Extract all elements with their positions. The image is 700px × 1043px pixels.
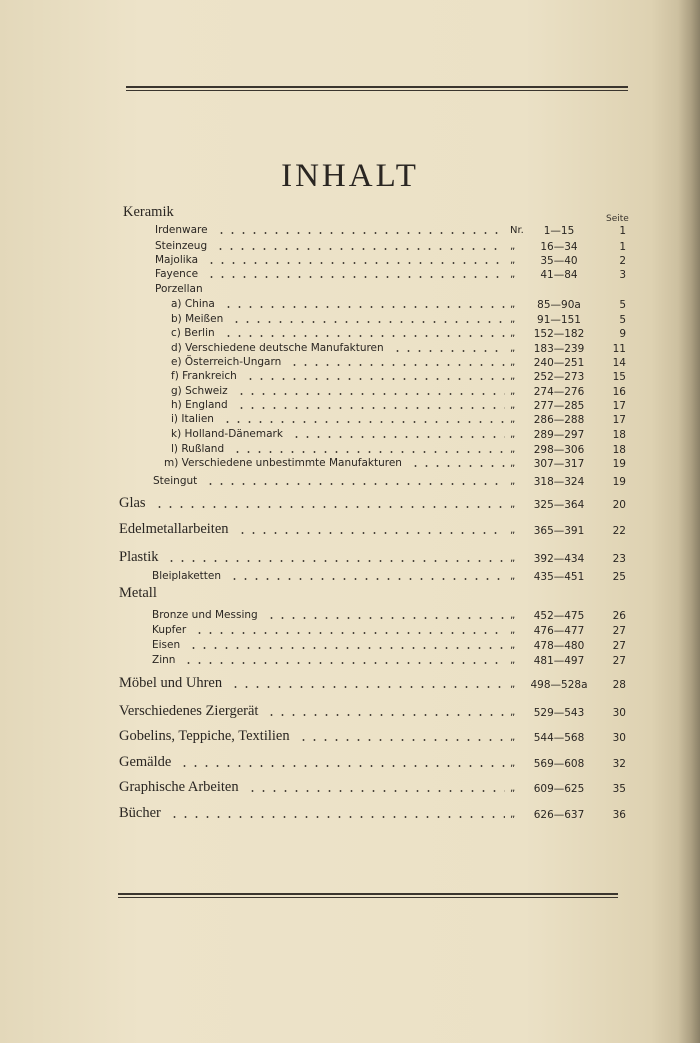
toc-entry-page: 2: [619, 255, 626, 267]
toc-entry-numbers: 277—285: [533, 400, 585, 412]
toc-entry: [0, 475, 700, 489]
toc-entry-page: 27: [612, 640, 626, 652]
toc-entry-marker: „: [510, 269, 516, 280]
bottom-double-rule: [118, 893, 618, 898]
toc-entry-page: 36: [612, 809, 626, 821]
toc-entry-label: Zinn: [152, 654, 176, 666]
leader-dots: [298, 739, 505, 741]
toc-entry-label: Porzellan: [155, 283, 203, 295]
leader-dots: [169, 816, 505, 818]
toc-entry-marker: „: [510, 625, 516, 636]
toc-entry-label: Steinzeug: [155, 240, 208, 252]
leader-dots: [289, 364, 505, 366]
toc-entry-label: Möbel und Uhren: [119, 675, 223, 691]
toc-entry-page: 15: [612, 371, 626, 383]
toc-entry-marker: Nr.: [510, 225, 524, 236]
toc-entry-label: k) Holland-Dänemark: [171, 428, 283, 440]
toc-entry-numbers: 481—497: [533, 655, 585, 667]
toc-entry-numbers: 183—239: [533, 343, 585, 355]
toc-entry-label: Steingut: [153, 475, 198, 487]
toc-entry: [0, 268, 700, 282]
toc-entry: [0, 521, 700, 539]
toc-entry: [0, 399, 700, 413]
toc-entry-numbers: 252—273: [533, 371, 585, 383]
toc-entry: [0, 779, 700, 797]
toc-entry-label: Eisen: [152, 639, 181, 651]
toc-entry-label: l) Rußland: [171, 443, 225, 455]
toc-entry-marker: „: [510, 458, 516, 469]
toc-entry: [0, 240, 700, 254]
toc-entry-label: m) Verschiedene unbestimmte Manufakturen: [164, 457, 402, 469]
leader-dots: [230, 686, 505, 688]
toc-entry: [0, 283, 700, 297]
toc-entry-marker: „: [510, 357, 516, 368]
toc-entry-label: Plastik: [119, 549, 159, 565]
toc-entry: [0, 457, 700, 471]
toc-entry-numbers: 498—528a: [530, 679, 588, 691]
leader-dots: [179, 765, 505, 767]
toc-entry-label: Bücher: [119, 805, 161, 821]
leader-dots: [154, 506, 505, 508]
toc-entry-label: Verschiedenes Ziergerät: [119, 703, 259, 719]
toc-entry-page: 30: [612, 707, 626, 719]
toc-entry-label: g) Schweiz: [171, 385, 228, 397]
toc-entry-marker: „: [510, 444, 516, 455]
toc-entry: [0, 675, 700, 693]
toc-entry-page: 35: [612, 783, 626, 795]
toc-entry-page: 23: [612, 553, 626, 565]
toc-entry-label: Bronze und Messing: [152, 609, 258, 621]
toc-entry-page: 25: [612, 571, 626, 583]
toc-entry-numbers: 478—480: [533, 640, 585, 652]
toc-entry: [0, 654, 700, 668]
leader-dots: [245, 378, 505, 380]
toc-entry: [0, 413, 700, 427]
leader-dots: [166, 560, 505, 562]
toc-entry-marker: „: [510, 499, 516, 510]
toc-entry-page: 22: [612, 525, 626, 537]
toc-entry: [0, 204, 700, 222]
toc-entry-label: Graphische Arbeiten: [119, 779, 239, 795]
toc-entry-numbers: 318—324: [533, 476, 585, 488]
toc-entry-numbers: 240—251: [533, 357, 585, 369]
leader-dots: [206, 262, 505, 264]
toc-entry: [0, 585, 700, 603]
leader-dots: [183, 662, 505, 664]
toc-entry-marker: „: [510, 371, 516, 382]
toc-entry-label: i) Italien: [171, 413, 214, 425]
leader-dots: [410, 465, 505, 467]
leader-dots: [266, 714, 505, 716]
leader-dots: [215, 248, 505, 250]
toc-entry-page: 32: [612, 758, 626, 770]
toc-entry-label: h) England: [171, 399, 228, 411]
toc-entry-numbers: 325—364: [533, 499, 585, 511]
toc-entry-page: 26: [612, 610, 626, 622]
toc-entry-numbers: 1—15: [543, 225, 575, 237]
leader-dots: [232, 451, 505, 453]
toc-entry: [0, 254, 700, 268]
toc-entry: [0, 624, 700, 638]
toc-entry-page: 1: [619, 241, 626, 253]
toc-entry: [0, 342, 700, 356]
toc-entry-marker: „: [510, 610, 516, 621]
toc-entry-page: 18: [612, 429, 626, 441]
toc-entry-marker: „: [510, 299, 516, 310]
toc-entry: [0, 728, 700, 746]
toc-entry-page: 27: [612, 625, 626, 637]
toc-entry-marker: „: [510, 525, 516, 536]
toc-entry-numbers: 569—608: [533, 758, 585, 770]
leader-dots: [237, 532, 505, 534]
toc-entry-label: Gobelins, Teppiche, Textilien: [119, 728, 290, 744]
toc-entry-numbers: 452—475: [533, 610, 585, 622]
leader-dots: [222, 421, 505, 423]
toc-entry: [0, 754, 700, 772]
toc-entry-marker: „: [510, 553, 516, 564]
toc-entry-page: 9: [619, 328, 626, 340]
toc-entry-numbers: 609—625: [533, 783, 585, 795]
toc-entry-page: 30: [612, 732, 626, 744]
toc-entry-page: 1: [619, 225, 626, 237]
toc-entry-marker: „: [510, 640, 516, 651]
toc-entry-marker: „: [510, 343, 516, 354]
toc-entry-numbers: 307—317: [533, 458, 585, 470]
toc-entry-page: 20: [612, 499, 626, 511]
leader-dots: [216, 232, 505, 234]
toc-entry: [0, 428, 700, 442]
top-double-rule: [126, 86, 628, 91]
leader-dots: [236, 393, 505, 395]
toc-entry: [0, 370, 700, 384]
toc-entry-page: 5: [619, 299, 626, 311]
toc-entry-marker: „: [510, 571, 516, 582]
toc-entry-marker: „: [510, 429, 516, 440]
toc-entry-page: 27: [612, 655, 626, 667]
toc-entry-numbers: 41—84: [540, 269, 578, 281]
toc-entry-label: Edelmetallarbeiten: [119, 521, 229, 537]
toc-entry-marker: „: [510, 386, 516, 397]
toc-entry: [0, 327, 700, 341]
toc-entry-marker: „: [510, 314, 516, 325]
toc-entry-label: d) Verschiedene deutsche Manufakturen: [171, 342, 384, 354]
toc-entry-numbers: 16—34: [540, 241, 578, 253]
toc-entry-marker: „: [510, 414, 516, 425]
toc-entry-page: 3: [619, 269, 626, 281]
toc-entry: [0, 443, 700, 457]
toc-entry-label: b) Meißen: [171, 313, 224, 325]
toc-entry: [0, 609, 700, 623]
toc-entry-label: Fayence: [155, 268, 199, 280]
toc-entry-label: a) China: [171, 298, 215, 310]
toc-entry-marker: „: [510, 255, 516, 266]
toc-entry: [0, 570, 700, 584]
toc-entry-label: Bleiplaketten: [152, 570, 222, 582]
toc-entry-marker: „: [510, 241, 516, 252]
toc-entry-marker: „: [510, 655, 516, 666]
page-title: INHALT: [281, 158, 419, 194]
toc-entry-marker: „: [510, 732, 516, 743]
toc-entry: [0, 495, 700, 513]
seite-column-label: Seite: [606, 214, 629, 224]
toc-entry-page: 17: [612, 400, 626, 412]
toc-entry-numbers: 435—451: [533, 571, 585, 583]
toc-entry-label: Kupfer: [152, 624, 187, 636]
leader-dots: [188, 647, 505, 649]
toc-entry-label: Metall: [119, 585, 157, 601]
toc-entry: [0, 298, 700, 312]
toc-entry-numbers: 365—391: [533, 525, 585, 537]
toc-entry-label: f) Frankreich: [171, 370, 237, 382]
leader-dots: [291, 436, 505, 438]
toc-entry-numbers: 152—182: [533, 328, 585, 340]
toc-entry: [0, 639, 700, 653]
toc-entry-marker: „: [510, 707, 516, 718]
toc-entry-numbers: 274—276: [533, 386, 585, 398]
toc-entry-marker: „: [510, 400, 516, 411]
toc-entry-page: 16: [612, 386, 626, 398]
toc-entry-page: 28: [612, 679, 626, 691]
toc-entry-marker: „: [510, 679, 516, 690]
leader-dots: [206, 276, 505, 278]
toc-entry-numbers: 544—568: [533, 732, 585, 744]
leader-dots: [247, 790, 505, 792]
toc-entry-numbers: 392—434: [533, 553, 585, 565]
toc-entry: [0, 385, 700, 399]
toc-entry: [0, 805, 700, 823]
toc-entry-numbers: 85—90a: [537, 299, 581, 311]
toc-entry-numbers: 298—306: [533, 444, 585, 456]
leader-dots: [236, 407, 505, 409]
toc-entry-label: Majolika: [155, 254, 198, 266]
leader-dots: [231, 321, 505, 323]
toc-entry: [0, 549, 700, 567]
toc-entry-label: Gemälde: [119, 754, 172, 770]
leader-dots: [223, 335, 505, 337]
leader-dots: [223, 306, 505, 308]
toc-entry-label: e) Österreich-Ungarn: [171, 356, 282, 368]
toc-entry-page: 14: [612, 357, 626, 369]
toc-entry-numbers: 529—543: [533, 707, 585, 719]
toc-entry-numbers: 476—477: [533, 625, 585, 637]
toc-entry-numbers: 289—297: [533, 429, 585, 441]
toc-entry: [0, 356, 700, 370]
toc-entry-label: c) Berlin: [171, 327, 215, 339]
toc-entry-numbers: 286—288: [533, 414, 585, 426]
leader-dots: [266, 617, 505, 619]
toc-entry-marker: „: [510, 476, 516, 487]
toc-entry-page: 19: [612, 458, 626, 470]
toc-entry: [0, 313, 700, 327]
leader-dots: [229, 578, 505, 580]
toc-entry-marker: „: [510, 783, 516, 794]
toc-entry-label: Glas: [119, 495, 146, 511]
toc-entry: [0, 224, 700, 238]
toc-entry-marker: „: [510, 328, 516, 339]
toc-entry-page: 17: [612, 414, 626, 426]
toc-entry-label: Keramik: [123, 204, 174, 220]
toc-entry-label: Irdenware: [155, 224, 208, 236]
toc-entry-marker: „: [510, 758, 516, 769]
toc-entry-marker: „: [510, 809, 516, 820]
toc-entry-numbers: 35—40: [540, 255, 578, 267]
toc-entry-numbers: 626—637: [533, 809, 585, 821]
toc-entry-page: 18: [612, 444, 626, 456]
leader-dots: [392, 350, 505, 352]
toc-entry-numbers: 91—151: [537, 314, 581, 326]
toc-entry-page: 19: [612, 476, 626, 488]
leader-dots: [194, 632, 505, 634]
toc-entry-page: 5: [619, 314, 626, 326]
toc-entry-page: 11: [612, 343, 626, 355]
toc-entry: [0, 703, 700, 721]
leader-dots: [205, 483, 505, 485]
